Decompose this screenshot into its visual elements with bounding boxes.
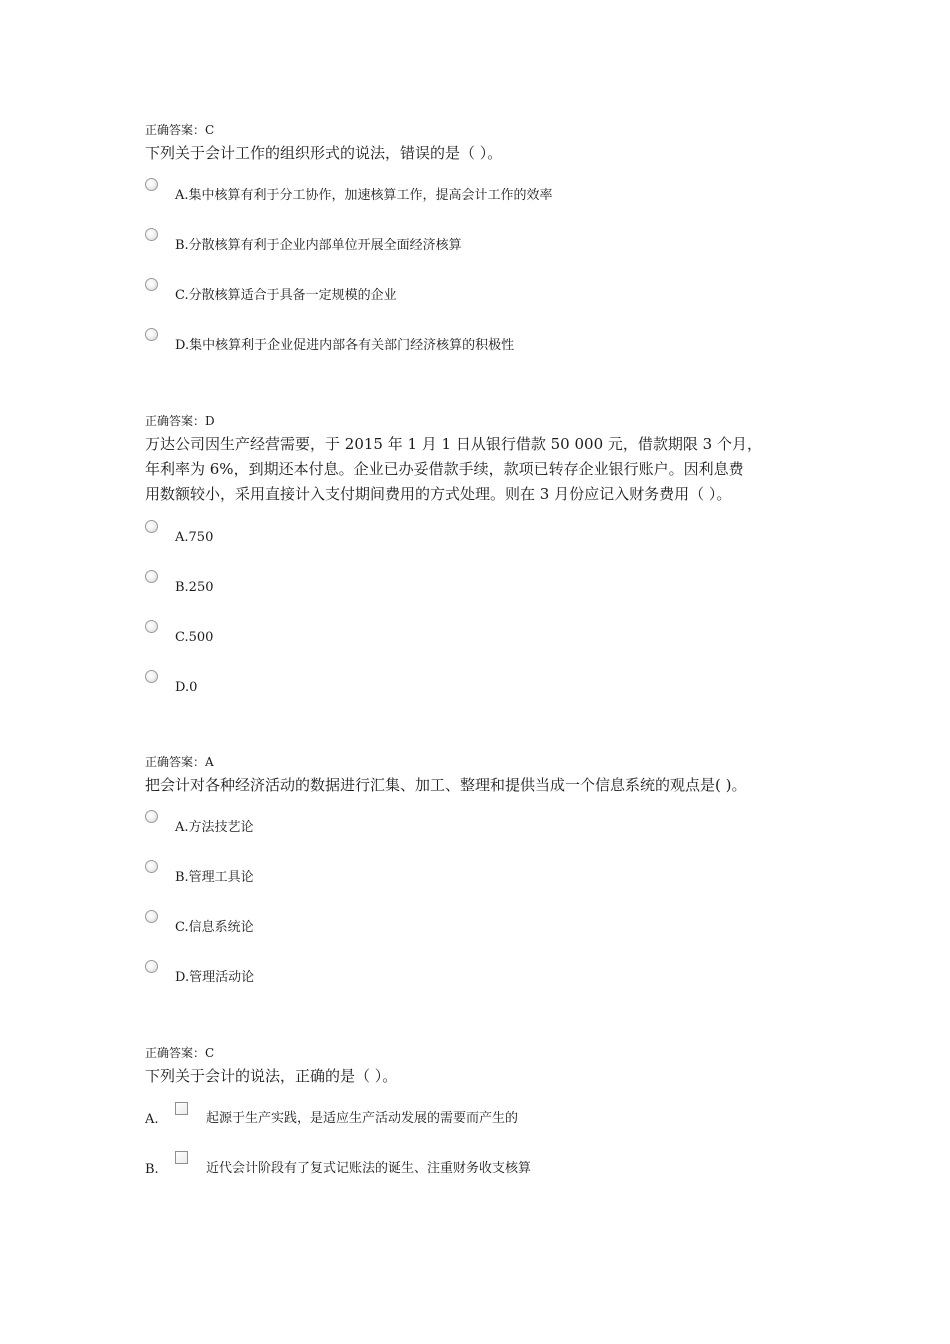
option-d-label: D.0 [175, 680, 198, 695]
option-d-label: D.管理活动论 [175, 970, 255, 985]
option-a-letter: A. [145, 1112, 159, 1127]
radio-option-c[interactable] [145, 278, 158, 291]
radio-option-b[interactable] [145, 228, 158, 241]
correct-answer: 正确答案：C [145, 123, 215, 137]
option-a-label: A.方法技艺论 [175, 820, 254, 835]
option-a-label: 起源于生产实践，是适应生产活动发展的需要而产生的 [206, 1111, 519, 1126]
option-c-label: C.500 [175, 630, 214, 645]
option-b-label: B.分散核算有利于企业内部单位开展全面经济核算 [175, 238, 462, 253]
option-c-label: C.信息系统论 [175, 920, 254, 935]
option-b-label: B.管理工具论 [175, 870, 254, 885]
radio-option-d[interactable] [145, 328, 158, 341]
question-stem: 下列关于会计工作的组织形式的说法，错误的是（ ）。 [145, 144, 503, 162]
radio-option-a[interactable] [145, 520, 158, 533]
question-stem: 下列关于会计的说法，正确的是（ ）。 [145, 1067, 398, 1085]
option-b-label: B.250 [175, 580, 214, 595]
radio-option-c[interactable] [145, 620, 158, 633]
option-b-label: 近代会计阶段有了复式记账法的诞生、注重财务收支核算 [206, 1161, 532, 1176]
question-stem-line-1: 万达公司因生产经营需要，于 2015 年 1 月 1 日从银行借款 50 000 元，借款期限 3 个月， [145, 435, 762, 453]
radio-option-a[interactable] [145, 810, 158, 823]
radio-option-d[interactable] [145, 670, 158, 683]
option-b-letter: B. [145, 1162, 159, 1177]
checkbox-option-b[interactable] [175, 1151, 188, 1164]
correct-answer: 正确答案：A [145, 755, 214, 769]
correct-answer: 正确答案：D [145, 414, 215, 428]
checkbox-option-a[interactable] [175, 1102, 188, 1115]
question-stem: 把会计对各种经济活动的数据进行汇集、加工、整理和提供当成一个信息系统的观点是( )。 [145, 776, 747, 794]
correct-answer: 正确答案：C [145, 1046, 215, 1060]
option-d-label: D.集中核算利于企业促进内部各有关部门经济核算的积极性 [175, 338, 515, 353]
option-c-label: C.分散核算适合于具备一定规模的企业 [175, 288, 397, 303]
question-stem-line-2: 年利率为 6%，到期还本付息。企业已办妥借款手续，款项已转存企业银行账户。因利息费 [145, 460, 744, 478]
question-stem-line-3: 用数额较小，采用直接计入支付期间费用的方式处理。则在 3 月份应记入财务费用（ ）。 [145, 485, 732, 503]
radio-option-d[interactable] [145, 960, 158, 973]
radio-option-b[interactable] [145, 860, 158, 873]
option-a-label: A.750 [175, 530, 214, 545]
radio-option-b[interactable] [145, 570, 158, 583]
radio-option-a[interactable] [145, 178, 158, 191]
radio-option-c[interactable] [145, 910, 158, 923]
option-a-label: A.集中核算有利于分工协作，加速核算工作，提高会计工作的效率 [175, 188, 553, 203]
